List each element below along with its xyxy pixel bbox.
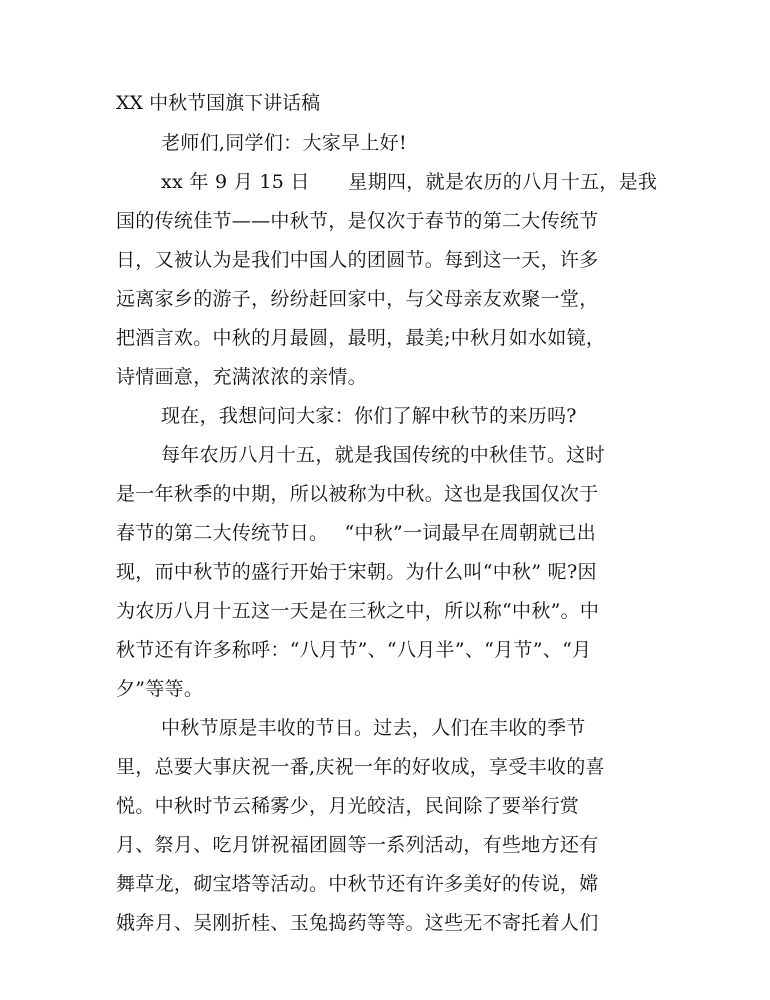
text-line: 为农历八月十五这一天是在三秋之中，所以称“中秋”。中 [116, 600, 600, 622]
text-line: 秋节还有许多称呼：“八月节”、“八月半”、“月节”、“月 [116, 639, 592, 661]
text-line: 舞草龙，砌宝塔等活动。中秋节还有许多美好的传说，嫦 [116, 873, 599, 895]
text-line: 日，又被认为是我们中国人的团圆节。每到这一天，许多 [116, 249, 599, 271]
text-line: 春节的第二大传统节日。 “中秋”一词最早在周朝就已出 [116, 522, 597, 544]
text-line: 是一年秋季的中期，所以被称为中秋。这也是我国仅次于 [116, 483, 599, 505]
text-line: 中秋节原是丰收的节日。过去，人们在丰收的季节 [161, 717, 586, 739]
text-line: 月、祭月、吃月饼祝福团圆等一系列活动，有些地方还有 [116, 834, 599, 856]
text-line: 每年农历八月十五，就是我国传统的中秋佳节。这时 [161, 444, 605, 466]
text-line: 国的传统佳节——中秋节，是仅次于春节的第二大传统节 [116, 210, 599, 232]
text-line: 娥奔月、吴刚折桂、玉兔捣药等等。这些无不寄托着人们 [116, 912, 599, 934]
text-line: 里，总要大事庆祝一番,庆祝一年的好收成，享受丰收的喜 [116, 756, 605, 778]
text-line: 悦。中秋时节云稀雾少，月光皎洁，民间除了要举行赏 [116, 795, 580, 817]
text-line: 诗情画意，充满浓浓的亲情。 [116, 366, 367, 388]
text-line: 把酒言欢。中秋的月最圆，最明，最美;中秋月如水如镜， [116, 327, 606, 349]
document-title: XX 中秋节国旗下讲话稿 [116, 92, 321, 114]
text-line: 夕”等等。 [116, 678, 204, 700]
text-line: 现在，我想问问大家：你们了解中秋节的来历吗? [161, 405, 577, 427]
text-line: 现，而中秋节的盛行开始于宋朝。为什么叫“中秋” 呢?因 [116, 561, 597, 583]
text-line: 老师们,同学们：大家早上好! [161, 132, 407, 154]
text-line: 远离家乡的游子，纷纷赶回家中，与父母亲友欢聚一堂， [116, 288, 599, 310]
text-line: xx 年 9 月 15 日 星期四，就是农历的八月十五，是我 [161, 171, 658, 193]
